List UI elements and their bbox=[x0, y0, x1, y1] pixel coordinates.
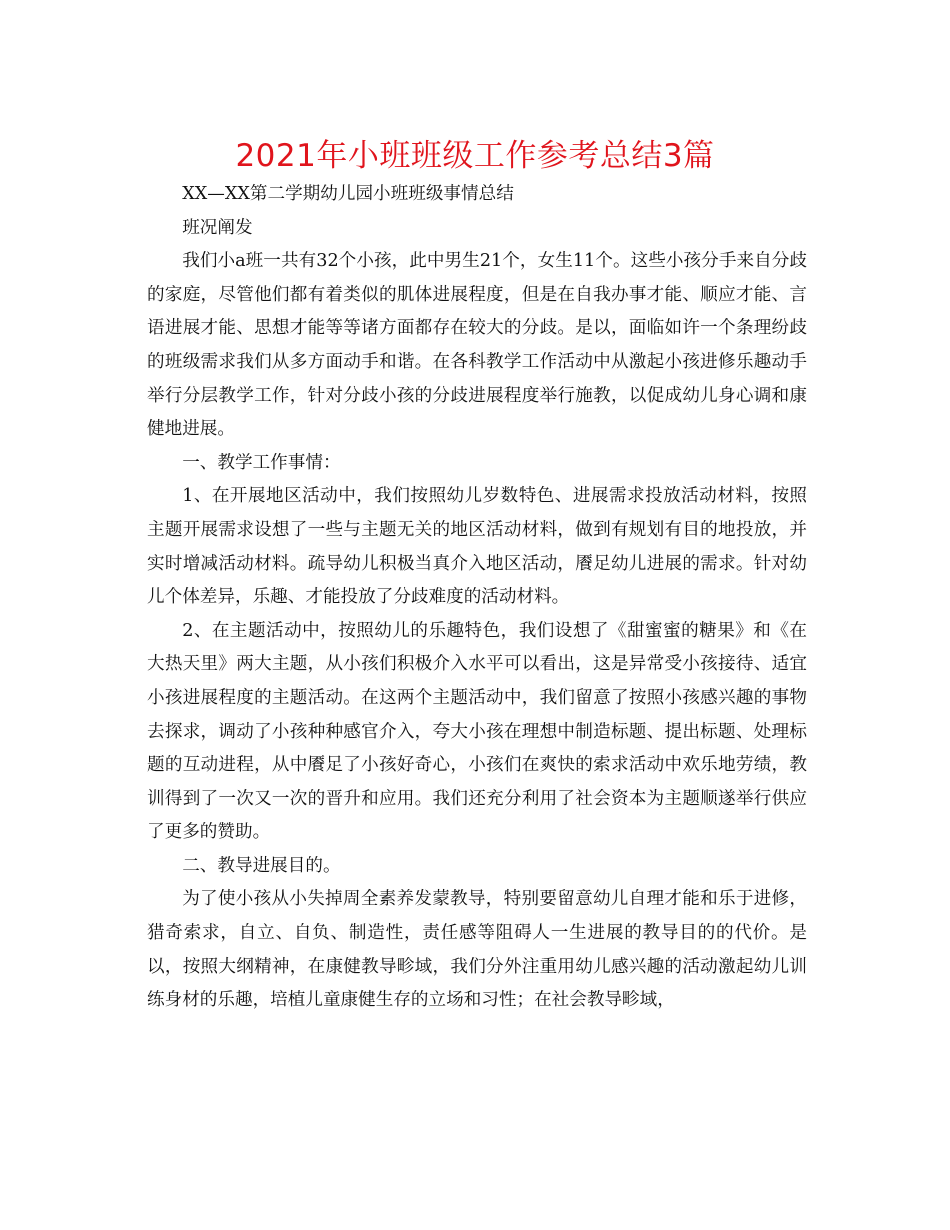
section-heading-teaching-work: 一、教学工作事情： bbox=[182, 452, 341, 473]
body-paragraph: 为了使小孩从小失掉周全素养发蒙教导，特别要留意幼儿自理才能和乐于进修，猎奇索求，自立、自负、制造性，责任感等阻碍人一生进展的教导目的的代价。是以，按照大纲精神，在康健教导畛域，我们分外注重用幼儿感兴趣的活动激起幼儿训练身材的乐趣，培植儿童康健生存的立场和习性；在社会教导畛域， bbox=[147, 889, 807, 1011]
body-paragraph: 1、在开展地区活动中，我们按照幼儿岁数特色、进展需求投放活动材料，按照主题开展需求设想了一些与主题无关的地区活动材料，做到有规划有目的地投放，并实时增减活动材料。疏导幼儿积极当真介入地区活动，餍足幼儿进展的需求。针对幼儿个体差异，乐趣、才能投放了分歧难度的活动材料。 bbox=[147, 486, 807, 608]
subtitle-paragraph: XX—XX第二学期幼儿园小班班级事情总结 bbox=[182, 184, 514, 204]
document-body bbox=[147, 178, 807, 1018]
section-heading-education-goals: 二、教导进展目的。 bbox=[182, 855, 341, 876]
section-heading-class-analysis: 班况阐发 bbox=[182, 217, 253, 238]
document-title: 2021年小班班级工作参考总结3篇 bbox=[235, 138, 715, 174]
body-paragraph: 我们小a班一共有32个小孩，此中男生21个，女生11个。这些小孩分手来自分歧的家庭，尽管他们都有着类似的肌体进展程度，但是在自我办事才能、顺应才能、言语进展才能、思想才能等等诸方面都存在较大的分歧。是以，面临如许一个条理纷歧的班级需求我们从多方面动手和谐。在各科教学工作活动中从激起小孩进修乐趣动手举行分层教学工作，针对分歧小孩的分歧进展程度举行施教，以促成幼儿身心调和康健地进展。 bbox=[147, 251, 807, 440]
body-paragraph: 2、在主题活动中，按照幼儿的乐趣特色，我们设想了《甜蜜蜜的糖果》和《在大热天里》两大主题，从小孩们积极介入水平可以看出，这是异常受小孩接待、适宜小孩进展程度的主题活动。在这两个主题活动中，我们留意了按照小孩感兴趣的事物去探求，调动了小孩种种感官介入，夸大小孩在理想中制造标题、提出标题、处理标题的互动进程，从中餍足了小孩好奇心，小孩们在爽快的索求活动中欢乐地劳绩，教训得到了一次又一次的晋升和应用。我们还充分利用了社会资本为主题顺遂举行供应了更多的赞助。 bbox=[147, 620, 807, 843]
